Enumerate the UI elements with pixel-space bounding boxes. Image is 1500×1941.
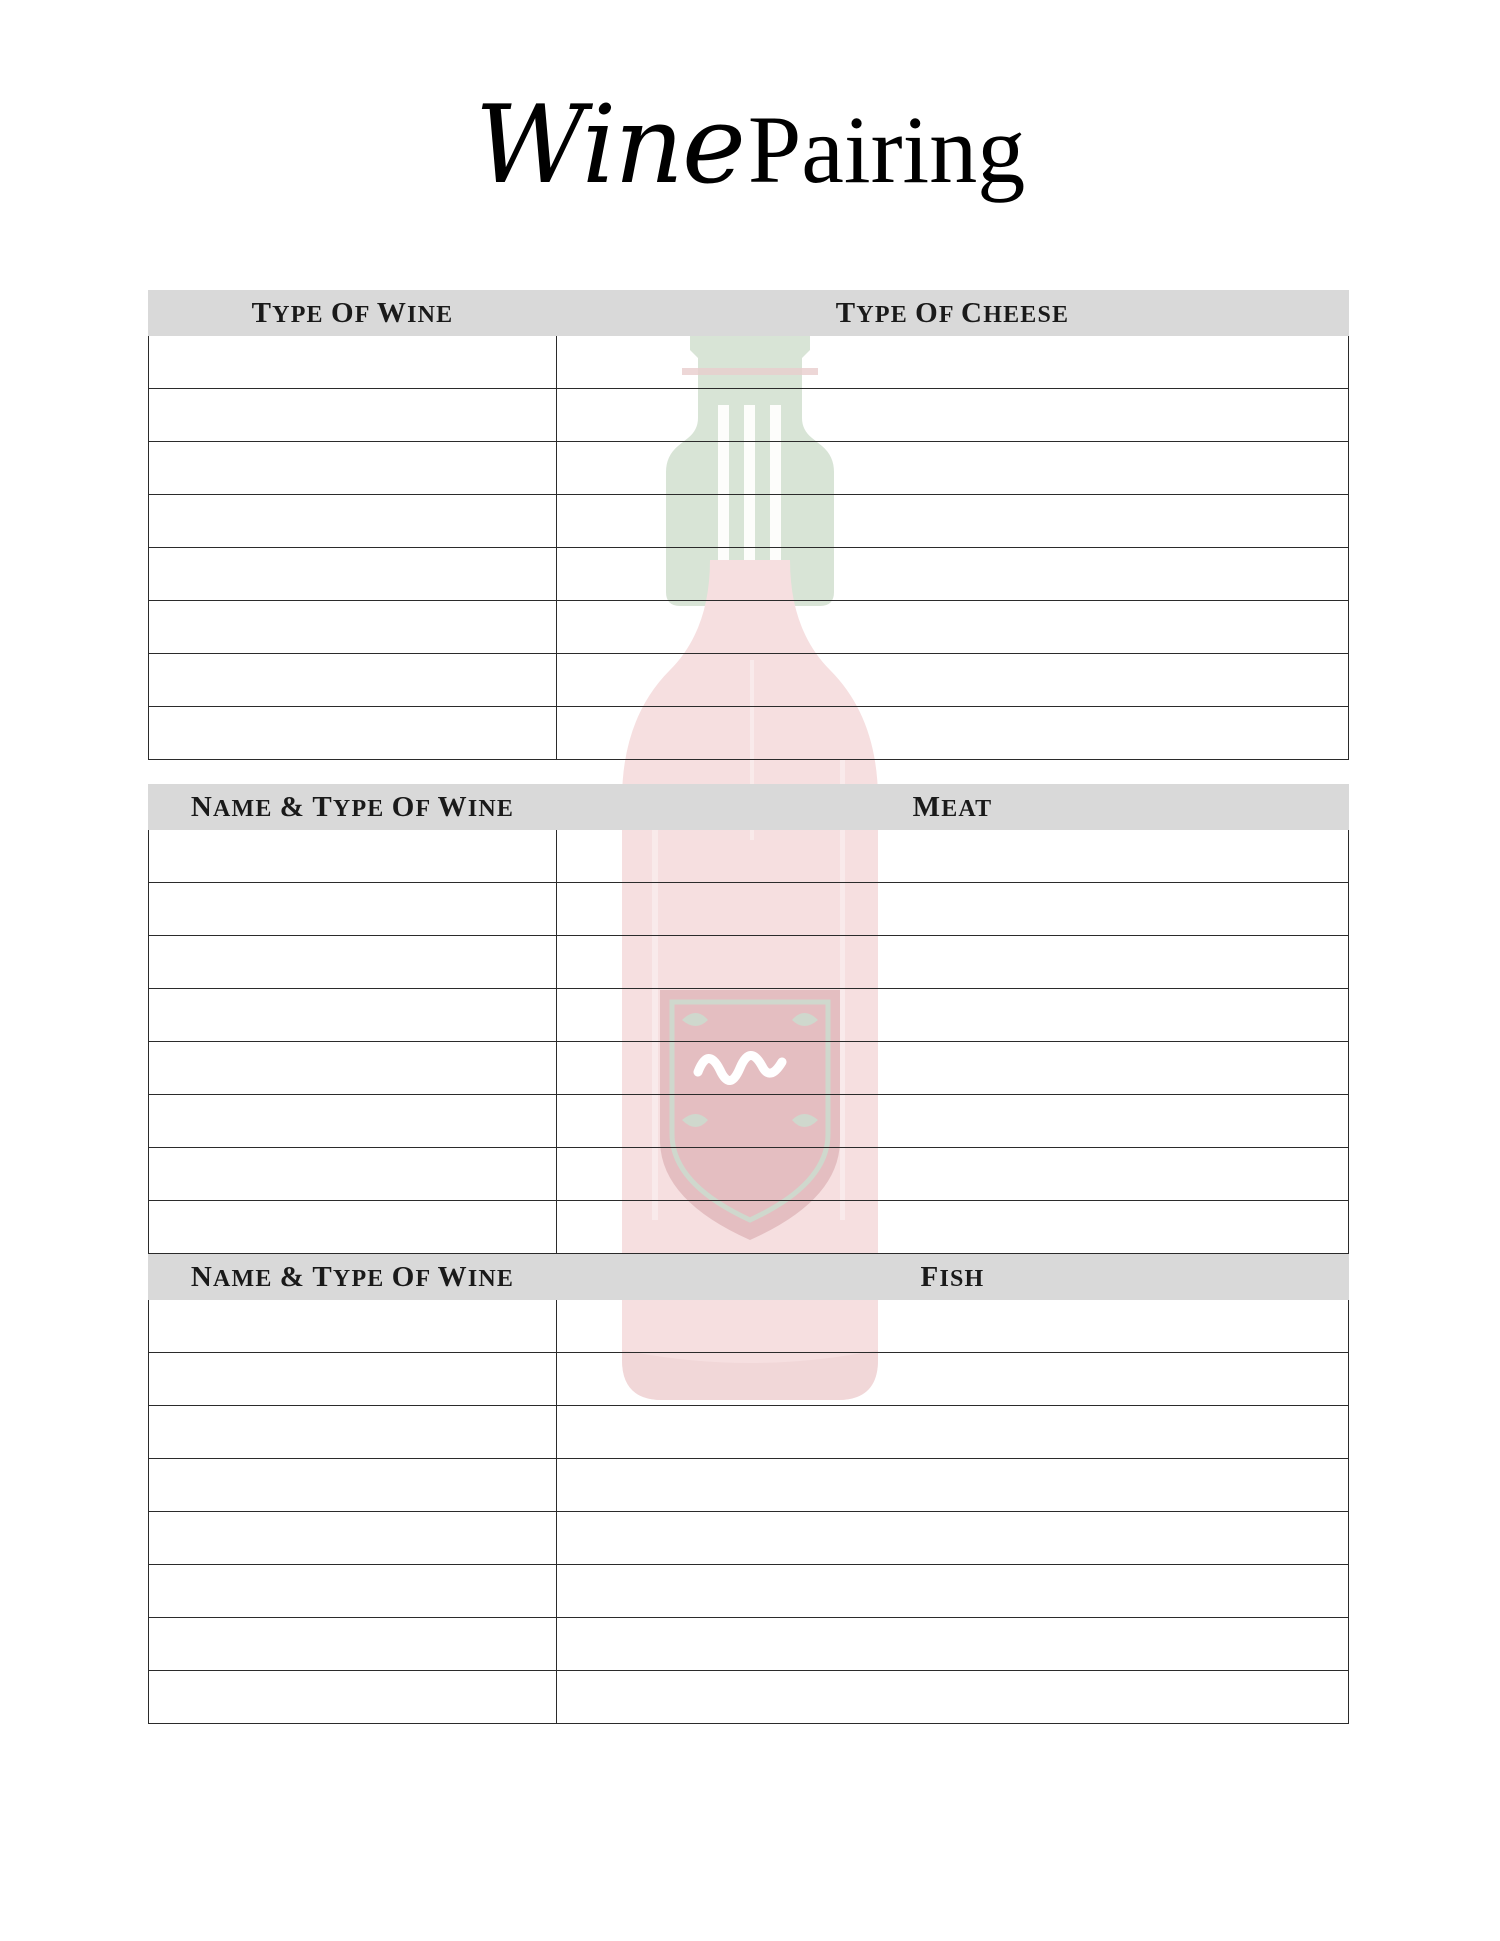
cell-pairing[interactable] (557, 1042, 1349, 1095)
cell-wine[interactable] (149, 1353, 557, 1406)
column-header-meat: MEAT (557, 785, 1349, 830)
cell-pairing[interactable] (557, 707, 1349, 760)
cell-wine[interactable] (149, 654, 557, 707)
cell-wine[interactable] (149, 1618, 557, 1671)
cell-pairing[interactable] (557, 1565, 1349, 1618)
table-row (149, 389, 1349, 442)
table-row (149, 989, 1349, 1042)
cell-wine[interactable] (149, 1406, 557, 1459)
column-header-cheese-type: TYPE OF CHEESE (557, 291, 1349, 336)
cell-pairing[interactable] (557, 548, 1349, 601)
cell-pairing[interactable] (557, 1201, 1349, 1254)
table-header-row-cheese (149, 291, 1349, 336)
cell-wine[interactable] (149, 830, 557, 883)
cell-pairing[interactable] (557, 1512, 1349, 1565)
cell-wine[interactable] (149, 1148, 557, 1201)
cell-pairing[interactable] (557, 1300, 1349, 1353)
table-row (149, 1512, 1349, 1565)
cell-wine[interactable] (149, 601, 557, 654)
section-spacer (148, 760, 1348, 784)
column-header-wine-type: TYPE OF WINE (149, 291, 557, 336)
cell-pairing[interactable] (557, 1406, 1349, 1459)
table-row (149, 1353, 1349, 1406)
cell-pairing[interactable] (557, 1671, 1349, 1724)
cell-wine[interactable] (149, 1565, 557, 1618)
cell-wine[interactable] (149, 936, 557, 989)
cell-wine[interactable] (149, 883, 557, 936)
table-row (149, 442, 1349, 495)
table-cheese (148, 290, 1349, 760)
cell-wine[interactable] (149, 1459, 557, 1512)
cell-wine[interactable] (149, 1042, 557, 1095)
cell-pairing[interactable] (557, 654, 1349, 707)
cell-pairing[interactable] (557, 1148, 1349, 1201)
table-row (149, 1201, 1349, 1254)
table-fish (148, 1254, 1349, 1724)
table-row (149, 1671, 1349, 1724)
cell-pairing[interactable] (557, 601, 1349, 654)
column-header-wine-name-type: NAME & TYPE OF WINE (149, 785, 557, 830)
table-header-row-fish (149, 1255, 1349, 1300)
pairing-tables (148, 290, 1348, 1724)
table-row (149, 1042, 1349, 1095)
cell-pairing[interactable] (557, 1095, 1349, 1148)
table-row (149, 495, 1349, 548)
table-row (149, 548, 1349, 601)
cell-pairing[interactable] (557, 442, 1349, 495)
table-header-row-meat (149, 785, 1349, 830)
table-row (149, 1095, 1349, 1148)
table-row (149, 601, 1349, 654)
page-title-script: Wine (474, 83, 744, 208)
table-row (149, 1406, 1349, 1459)
cell-wine[interactable] (149, 1671, 557, 1724)
column-header-fish: FISH (557, 1255, 1349, 1300)
column-header-wine-name-type: NAME & TYPE OF WINE (149, 1255, 557, 1300)
table-row (149, 830, 1349, 883)
table-row (149, 1459, 1349, 1512)
table-row (149, 883, 1349, 936)
cell-wine[interactable] (149, 989, 557, 1042)
cell-wine[interactable] (149, 548, 557, 601)
cell-wine[interactable] (149, 1300, 557, 1353)
table-row (149, 1148, 1349, 1201)
cell-pairing[interactable] (557, 495, 1349, 548)
cell-pairing[interactable] (557, 883, 1349, 936)
cell-wine[interactable] (149, 495, 557, 548)
table-row (149, 936, 1349, 989)
cell-wine[interactable] (149, 1201, 557, 1254)
table-row (149, 707, 1349, 760)
table-row (149, 1300, 1349, 1353)
cell-wine[interactable] (149, 442, 557, 495)
cell-wine[interactable] (149, 1095, 557, 1148)
table-meat (148, 784, 1349, 1254)
cell-pairing[interactable] (557, 389, 1349, 442)
cell-wine[interactable] (149, 336, 557, 389)
cell-pairing[interactable] (557, 989, 1349, 1042)
table-row (149, 1565, 1349, 1618)
page-title (0, 83, 1500, 208)
table-row (149, 654, 1349, 707)
table-row (149, 336, 1349, 389)
table-row (149, 1618, 1349, 1671)
cell-pairing[interactable] (557, 1618, 1349, 1671)
cell-pairing[interactable] (557, 336, 1349, 389)
cell-pairing[interactable] (557, 1353, 1349, 1406)
cell-wine[interactable] (149, 389, 557, 442)
cell-wine[interactable] (149, 707, 557, 760)
cell-pairing[interactable] (557, 1459, 1349, 1512)
page-title-roman: Pairing (747, 96, 1026, 203)
cell-pairing[interactable] (557, 830, 1349, 883)
cell-pairing[interactable] (557, 936, 1349, 989)
cell-wine[interactable] (149, 1512, 557, 1565)
